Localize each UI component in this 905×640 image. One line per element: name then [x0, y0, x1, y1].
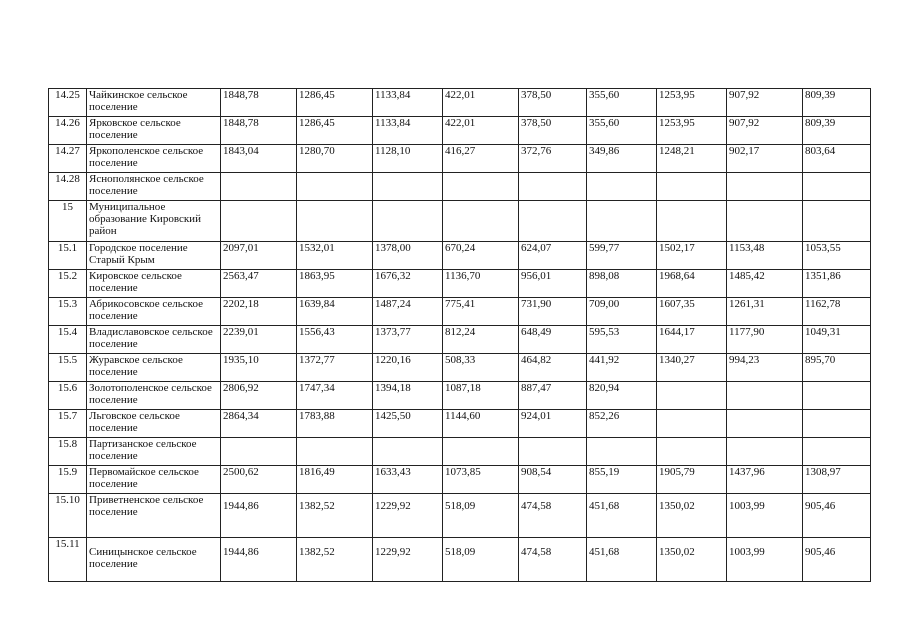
value-cell: [803, 173, 871, 201]
value-cell: 1350,02: [657, 538, 727, 582]
value-cell: [519, 201, 587, 242]
value-cell: 731,90: [519, 298, 587, 326]
value-cell: [803, 382, 871, 410]
row-number: 15: [49, 201, 87, 242]
value-cell: 2202,18: [221, 298, 297, 326]
value-cell: [803, 410, 871, 438]
value-cell: 648,49: [519, 326, 587, 354]
value-cell: 1350,02: [657, 494, 727, 538]
table-row: [49, 145, 871, 173]
value-cell: 2500,62: [221, 466, 297, 494]
value-cell: 898,08: [587, 270, 657, 298]
value-cell: [587, 201, 657, 242]
value-cell: 1049,31: [803, 326, 871, 354]
value-cell: 1944,86: [221, 538, 297, 582]
row-number: 15.6: [49, 382, 87, 410]
row-number: 15.4: [49, 326, 87, 354]
value-cell: 1644,17: [657, 326, 727, 354]
value-cell: [373, 201, 443, 242]
value-cell: 994,23: [727, 354, 803, 382]
value-cell: [657, 173, 727, 201]
value-cell: 1816,49: [297, 466, 373, 494]
table-body: [49, 89, 871, 582]
settlement-name: Ярковское сельское поселение: [87, 117, 221, 145]
table-row: [49, 270, 871, 298]
table-row: [49, 494, 871, 538]
value-cell: 905,46: [803, 494, 871, 538]
value-cell: 1373,77: [373, 326, 443, 354]
value-cell: 1848,78: [221, 89, 297, 117]
settlement-name: Чайкинское сельское поселение: [87, 89, 221, 117]
value-cell: 1177,90: [727, 326, 803, 354]
value-cell: 1783,88: [297, 410, 373, 438]
value-cell: [727, 173, 803, 201]
value-cell: [519, 438, 587, 466]
value-cell: 1378,00: [373, 242, 443, 270]
value-cell: 775,41: [443, 298, 519, 326]
value-cell: 422,01: [443, 89, 519, 117]
table-row: [49, 298, 871, 326]
value-cell: 709,00: [587, 298, 657, 326]
value-cell: [657, 410, 727, 438]
value-cell: 1153,48: [727, 242, 803, 270]
settlement-name: Яснополянское сельское поселение: [87, 173, 221, 201]
value-cell: [657, 438, 727, 466]
value-cell: [657, 382, 727, 410]
value-cell: 895,70: [803, 354, 871, 382]
table-row: [49, 410, 871, 438]
value-cell: 908,54: [519, 466, 587, 494]
value-cell: 1253,95: [657, 117, 727, 145]
value-cell: 1162,78: [803, 298, 871, 326]
table-row: [49, 382, 871, 410]
value-cell: 855,19: [587, 466, 657, 494]
value-cell: 1843,04: [221, 145, 297, 173]
value-cell: [803, 201, 871, 242]
value-cell: 1394,18: [373, 382, 443, 410]
row-number: 14.26: [49, 117, 87, 145]
value-cell: [519, 173, 587, 201]
value-cell: 1286,45: [297, 89, 373, 117]
value-cell: 1351,86: [803, 270, 871, 298]
value-cell: 1425,50: [373, 410, 443, 438]
value-cell: [727, 410, 803, 438]
value-cell: 349,86: [587, 145, 657, 173]
value-cell: 1747,34: [297, 382, 373, 410]
value-cell: 1308,97: [803, 466, 871, 494]
value-cell: 464,82: [519, 354, 587, 382]
value-cell: 1003,99: [727, 538, 803, 582]
value-cell: 1229,92: [373, 538, 443, 582]
row-number: 15.3: [49, 298, 87, 326]
value-cell: 907,92: [727, 89, 803, 117]
table-row: [49, 466, 871, 494]
value-cell: 1144,60: [443, 410, 519, 438]
table-row: [49, 354, 871, 382]
value-cell: [727, 201, 803, 242]
value-cell: 1485,42: [727, 270, 803, 298]
settlement-name: Городское поселение Старый Крым: [87, 242, 221, 270]
table-row: [49, 117, 871, 145]
value-cell: 595,53: [587, 326, 657, 354]
value-cell: 902,17: [727, 145, 803, 173]
value-cell: 1220,16: [373, 354, 443, 382]
value-cell: 1133,84: [373, 89, 443, 117]
value-cell: 422,01: [443, 117, 519, 145]
row-number: 14.28: [49, 173, 87, 201]
value-cell: [727, 438, 803, 466]
value-cell: 378,50: [519, 89, 587, 117]
value-cell: 474,58: [519, 538, 587, 582]
row-number: 15.10: [49, 494, 87, 538]
value-cell: 905,46: [803, 538, 871, 582]
value-cell: 1676,32: [373, 270, 443, 298]
value-cell: 1136,70: [443, 270, 519, 298]
value-cell: 1935,10: [221, 354, 297, 382]
row-number: 15.11: [49, 538, 87, 582]
value-cell: [657, 201, 727, 242]
value-cell: 809,39: [803, 89, 871, 117]
value-cell: [297, 173, 373, 201]
value-cell: 624,07: [519, 242, 587, 270]
settlement-name: Кировское сельское поселение: [87, 270, 221, 298]
value-cell: 451,68: [587, 494, 657, 538]
settlement-name: Владиславовское сельское поселение: [87, 326, 221, 354]
value-cell: 803,64: [803, 145, 871, 173]
value-cell: 355,60: [587, 117, 657, 145]
settlement-name: Яркополенское сельское поселение: [87, 145, 221, 173]
value-cell: 518,09: [443, 494, 519, 538]
value-cell: 2239,01: [221, 326, 297, 354]
value-cell: 1556,43: [297, 326, 373, 354]
settlement-name: Журавское сельское поселение: [87, 354, 221, 382]
value-cell: 1502,17: [657, 242, 727, 270]
value-cell: 907,92: [727, 117, 803, 145]
value-cell: 508,33: [443, 354, 519, 382]
value-cell: 852,26: [587, 410, 657, 438]
settlement-name: Приветненское сельское поселение: [87, 494, 221, 538]
value-cell: [443, 438, 519, 466]
value-cell: 518,09: [443, 538, 519, 582]
value-cell: 1340,27: [657, 354, 727, 382]
value-cell: 372,76: [519, 145, 587, 173]
value-cell: 1073,85: [443, 466, 519, 494]
row-number: 15.8: [49, 438, 87, 466]
row-number: 14.27: [49, 145, 87, 173]
value-cell: [443, 173, 519, 201]
value-cell: 441,92: [587, 354, 657, 382]
value-cell: 451,68: [587, 538, 657, 582]
value-cell: 1003,99: [727, 494, 803, 538]
table-row: [49, 201, 871, 242]
value-cell: 1532,01: [297, 242, 373, 270]
value-cell: 1639,84: [297, 298, 373, 326]
value-cell: [221, 438, 297, 466]
value-cell: 1905,79: [657, 466, 727, 494]
row-number: 15.9: [49, 466, 87, 494]
value-cell: [587, 173, 657, 201]
value-cell: 1968,64: [657, 270, 727, 298]
value-cell: 1487,24: [373, 298, 443, 326]
row-number: 14.25: [49, 89, 87, 117]
value-cell: 599,77: [587, 242, 657, 270]
row-number: 15.7: [49, 410, 87, 438]
table-row: [49, 89, 871, 117]
value-cell: 1848,78: [221, 117, 297, 145]
value-cell: 1248,21: [657, 145, 727, 173]
value-cell: 1133,84: [373, 117, 443, 145]
table-row: [49, 538, 871, 582]
value-cell: 1128,10: [373, 145, 443, 173]
value-cell: 474,58: [519, 494, 587, 538]
value-cell: 2864,34: [221, 410, 297, 438]
value-cell: 1863,95: [297, 270, 373, 298]
value-cell: 1261,31: [727, 298, 803, 326]
value-cell: [297, 201, 373, 242]
settlement-name: Золотополенское сельское поселение: [87, 382, 221, 410]
value-cell: [297, 438, 373, 466]
value-cell: 1372,77: [297, 354, 373, 382]
row-number: 15.5: [49, 354, 87, 382]
value-cell: 1229,92: [373, 494, 443, 538]
value-cell: [221, 173, 297, 201]
settlement-name: Синицынское сельское поселение: [87, 538, 221, 582]
settlement-name: Абрикосовское сельское поселение: [87, 298, 221, 326]
value-cell: 1633,43: [373, 466, 443, 494]
value-cell: 1253,95: [657, 89, 727, 117]
value-cell: 2563,47: [221, 270, 297, 298]
value-cell: 820,94: [587, 382, 657, 410]
value-cell: 2097,01: [221, 242, 297, 270]
value-cell: 2806,92: [221, 382, 297, 410]
value-cell: 378,50: [519, 117, 587, 145]
value-cell: 1286,45: [297, 117, 373, 145]
value-cell: 670,24: [443, 242, 519, 270]
value-cell: 1382,52: [297, 494, 373, 538]
value-cell: 1437,96: [727, 466, 803, 494]
value-cell: [221, 201, 297, 242]
value-cell: [727, 382, 803, 410]
table-row: [49, 438, 871, 466]
value-cell: 1087,18: [443, 382, 519, 410]
value-cell: 416,27: [443, 145, 519, 173]
value-cell: [373, 173, 443, 201]
value-cell: 809,39: [803, 117, 871, 145]
value-cell: 1280,70: [297, 145, 373, 173]
settlement-name: Льговское сельское поселение: [87, 410, 221, 438]
value-cell: 924,01: [519, 410, 587, 438]
value-cell: 1944,86: [221, 494, 297, 538]
table-row: [49, 242, 871, 270]
value-cell: 355,60: [587, 89, 657, 117]
value-cell: 1053,55: [803, 242, 871, 270]
value-cell: [443, 201, 519, 242]
value-cell: 1382,52: [297, 538, 373, 582]
tariff-table: [48, 88, 871, 582]
value-cell: 956,01: [519, 270, 587, 298]
row-number: 15.1: [49, 242, 87, 270]
value-cell: [803, 438, 871, 466]
settlement-name: Первомайское сельское поселение: [87, 466, 221, 494]
value-cell: 887,47: [519, 382, 587, 410]
value-cell: [373, 438, 443, 466]
settlement-name: Муниципальное образование Кировский район: [87, 201, 221, 242]
row-number: 15.2: [49, 270, 87, 298]
settlement-name: Партизанское сельское поселение: [87, 438, 221, 466]
value-cell: 812,24: [443, 326, 519, 354]
table-row: [49, 326, 871, 354]
value-cell: 1607,35: [657, 298, 727, 326]
table-row: [49, 173, 871, 201]
value-cell: [587, 438, 657, 466]
